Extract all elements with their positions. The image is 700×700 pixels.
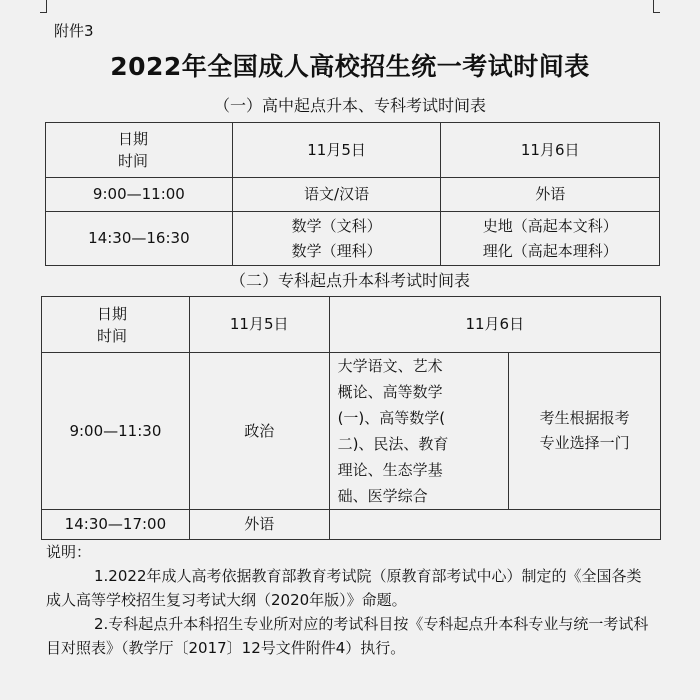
- section2-table: [41, 296, 661, 540]
- table-row: [42, 353, 661, 510]
- subject-line: 数学（理科）: [291, 241, 382, 260]
- subject-line: 理化（高起本理科）: [482, 241, 618, 260]
- note-item: 2.专科起点升本科招生专业所对应的考试科目按《专科起点升本科专业与统一考试科目对照表》（教学厅〔2017〕12号文件附件4）执行。: [46, 615, 649, 657]
- table-row: [46, 178, 660, 212]
- date-time-header-cell: [46, 123, 233, 178]
- notes-section: [46, 540, 656, 660]
- subject-line: 理论、生态学基: [337, 461, 443, 479]
- date-time-header-cell: [42, 297, 190, 353]
- time-cell: 9:00—11:00: [46, 178, 233, 212]
- time-cell: 14:30—16:30: [46, 212, 233, 266]
- subject-cell: [441, 212, 660, 266]
- table-row: [42, 510, 661, 540]
- note-line: 专业选择一门: [539, 434, 630, 452]
- section1-heading: （一）高中起点升本、专科考试时间表: [213, 96, 486, 115]
- subject-cell: 政治: [189, 353, 329, 510]
- section1-table: [45, 122, 660, 266]
- table-header-row: [46, 123, 660, 178]
- subject-line: 础、医学综合: [337, 487, 428, 505]
- note-item: 1.2022年成人高考依据教育部教育考试院（原教育部考试中心）制定的《全国各类成人高等学校招生复习考试大纲（2020年版）》命题。: [46, 567, 642, 609]
- subject-cell: 外语: [441, 178, 660, 212]
- page-title: 2022年全国成人高校招生统一考试时间表: [110, 52, 590, 81]
- date-header: 日期: [118, 130, 149, 148]
- subject-cell: 语文/汉语: [232, 178, 441, 212]
- day1-header: 11月5日: [232, 123, 441, 178]
- subject-list-cell: [329, 353, 509, 510]
- time-header: 时间: [97, 326, 128, 345]
- day2-header: 11月6日: [329, 297, 660, 353]
- time-cell: 9:00—11:30: [42, 353, 190, 510]
- section2-heading: （二）专科起点升本科考试时间表: [229, 271, 470, 290]
- subject-line: 大学语文、艺术: [337, 357, 443, 375]
- table-row: [46, 212, 660, 266]
- subject-cell: 外语: [189, 510, 329, 540]
- subject-line: 数学（文科）: [291, 216, 382, 235]
- note-cell: [509, 353, 661, 510]
- time-cell: 14:30—17:00: [42, 510, 190, 540]
- day2-header: 11月6日: [441, 123, 660, 178]
- subject-line: 概论、高等数学: [337, 383, 443, 401]
- table-header-row: [42, 297, 661, 353]
- subject-line: 史地（高起本文科）: [482, 216, 618, 235]
- subject-line: 二)、民法、教育: [337, 435, 449, 453]
- crop-mark-left: [40, 0, 47, 13]
- subject-line: (一)、高等数学(: [337, 409, 446, 427]
- notes-heading: 说明：: [46, 543, 92, 561]
- crop-mark-right: [653, 0, 660, 13]
- empty-cell: [329, 510, 660, 540]
- note-line: 考生根据报考: [539, 409, 630, 427]
- time-header: 时间: [118, 152, 149, 170]
- day1-header: 11月5日: [189, 297, 329, 353]
- date-header: 日期: [97, 304, 128, 323]
- attachment-label: 附件3: [54, 22, 94, 40]
- subject-cell: [232, 212, 441, 266]
